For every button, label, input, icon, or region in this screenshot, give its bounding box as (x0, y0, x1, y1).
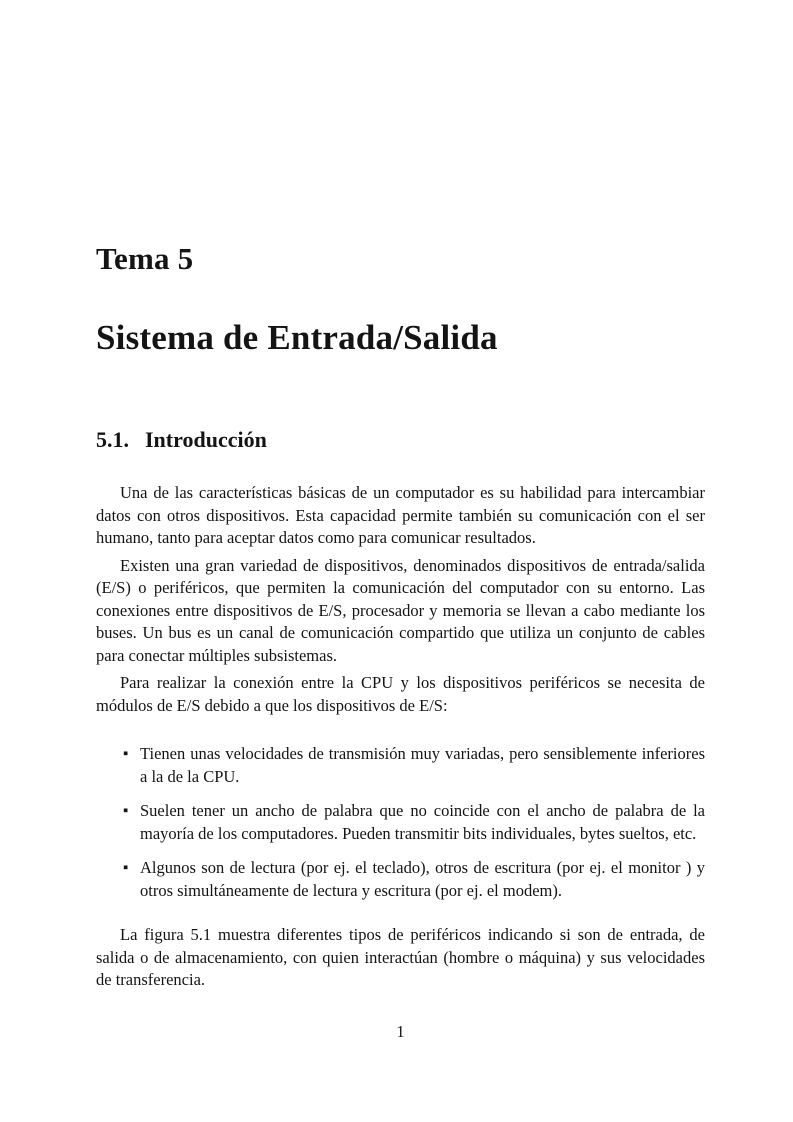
bullet-text-read-write: Algunos son de lectura (por ej. el teclado), otros de escritura (por ej. el monitor ) y otros simultáneamente de lectura y escritura (por ej. el modem). (140, 858, 705, 900)
chapter-number-heading: Tema 5 (96, 241, 194, 276)
bullet-text-transmission-speeds: Tienen unas velocidades de transmisión muy variadas, pero sensiblemente inferiores a la de la CPU. (140, 744, 705, 786)
bullet-text-word-width: Suelen tener un ancho de palabra que no coincide con el ancho de palabra de la mayoría de los computadores. Pueden transmitir bits individuales, bytes sueltos, etc. (140, 801, 705, 843)
paragraph-devices-buses: Existen una gran variedad de dispositivos, denominados dispositivos de entrada/salida (E/S) o periféricos, que permiten la comunicación del computador con su entorno. Las conexiones entre dispositivos de E/S, procesador y memoria se llevan a cabo mediante los buses. Un bus es un canal de comunicación compartido que utiliza un conjunto de cables para conectar múltiples subsistemas. (96, 555, 705, 665)
chapter-title-heading: Sistema de Entrada/Salida (96, 318, 498, 357)
list-item (96, 743, 705, 788)
list-item (96, 800, 705, 845)
square-bullet-icon: ▪ (123, 803, 129, 820)
section-heading (96, 428, 705, 451)
page-footer (96, 1022, 705, 1042)
square-bullet-icon: ▪ (123, 860, 129, 877)
paragraph-figure-reference: La figura 5.1 muestra diferentes tipos de periféricos indicando si son de entrada, de salida o de almacenamiento, con quien interactúan (hombre o máquina) y sus velocidades de transferencia. (96, 925, 705, 990)
section-number: 5.1. (96, 427, 129, 452)
page-number: 1 (396, 1022, 405, 1041)
square-bullet-icon: ▪ (123, 746, 129, 763)
paragraph-cpu-connection: Para realizar la conexión entre la CPU y los dispositivos periféricos se necesita de módulos de E/S debido a que los dispositivos de E/S: (96, 673, 705, 715)
io-devices-bullet-list (96, 743, 705, 902)
section-title: Introducción (145, 427, 267, 452)
list-item (96, 857, 705, 902)
paragraph-characteristics: Una de las características básicas de un computador es su habilidad para intercambiar datos con otros dispositivos. Esta capacidad permite también su comunicación con el ser humano, tanto para aceptar datos como para comunicar resultados. (96, 483, 705, 548)
section-body (96, 482, 705, 992)
